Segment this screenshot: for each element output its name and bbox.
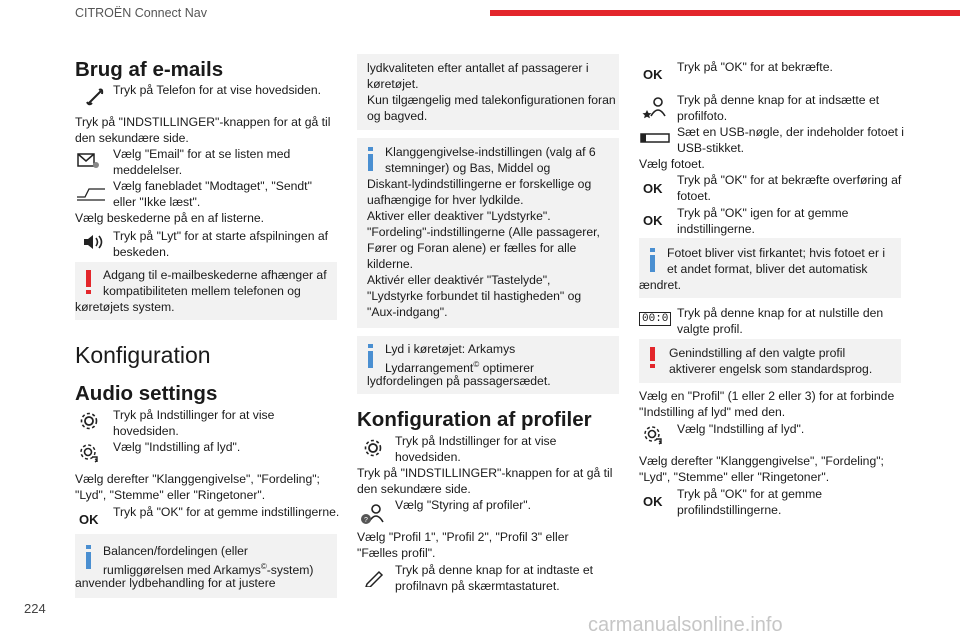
c3-after-line-3: Vælg derefter "Klanggengivelse", "Fordeling"; <box>639 454 884 468</box>
c3-after-line-6: profilindstillingerne. <box>677 503 782 517</box>
heading-audio: Audio settings <box>75 382 218 405</box>
prof-line-2: Tryk på "INDSTILLINGER"-knappen for at gå til <box>357 466 613 480</box>
box1-line-2: Kun tilgængelig med talekonfigurationen foran <box>367 93 616 107</box>
c3-line-3: Sæt en USB-nøgle, der indeholder fotoet i <box>677 125 904 139</box>
info-dot <box>86 545 91 549</box>
c3-after-line-2: Vælg "Indstilling af lyd". <box>677 422 805 436</box>
c3-line-4: USB-stikket. <box>677 141 745 155</box>
prof-line-3: den sekundære side. <box>357 482 471 496</box>
watermark: carmanualsonline.info <box>588 614 783 636</box>
box2-line-2: Diskant-lydindstillingerne er forskellige og <box>367 177 592 191</box>
c3-reset-line-1: valgte profil. <box>677 322 743 336</box>
box1-line-0: lydkvaliteten efter antallet af passagerer i <box>367 61 589 75</box>
prof-line-1: hovedsiden. <box>395 450 461 464</box>
email-line-4: meddelelser. <box>113 163 183 177</box>
pencil-icon <box>363 567 389 587</box>
c3-line-0: Tryk på "OK" for at bekræfte. <box>677 60 833 74</box>
c3-warn-line-1: aktiverer engelsk som standardsprog. <box>669 362 873 376</box>
audio-line-1: hovedsiden. <box>113 424 179 438</box>
sound-settings-icon <box>641 425 667 445</box>
c3-line-1: Tryk på denne knap for at indsætte et <box>677 93 880 107</box>
phone-handset-icon <box>83 87 109 107</box>
settings-gear-icon <box>77 411 103 431</box>
prof-line-7: Tryk på denne knap for at indtaste et <box>395 563 594 577</box>
heading-konfiguration: Konfiguration <box>75 342 211 368</box>
warning-dot <box>86 290 91 294</box>
warning-dot <box>650 364 655 368</box>
info-mark <box>86 552 91 569</box>
email-line-0: Tryk på Telefon for at vise hovedsiden. <box>113 83 321 97</box>
email-line-9: beskeden. <box>113 245 170 259</box>
warning-mark <box>86 270 91 287</box>
email-line-2: den sekundære side. <box>75 131 189 145</box>
box2-line-4: Aktiver eller deaktiver "Lydstyrke". <box>367 209 551 223</box>
running-header: CITROËN Connect Nav <box>75 6 207 20</box>
box1-line-1: køretøjet. <box>367 77 419 91</box>
c3-line-6: Tryk på "OK" for at bekræfte overføring af <box>677 173 902 187</box>
info1-line-1: rumliggørelsen med Arkamys©-system) <box>103 562 314 578</box>
c3-after-line-1: "Indstilling af lyd" med den. <box>639 405 786 419</box>
warning-mark <box>650 347 655 361</box>
prof-line-0: Tryk på Indstillinger for at vise <box>395 434 557 448</box>
info-dot <box>368 147 373 151</box>
prof-line-5: Vælg "Profil 1", "Profil 2", "Profil 3" eller <box>357 530 569 544</box>
prof-line-8: profilnavn på skærmtastaturet. <box>395 579 560 593</box>
box2-line-5: "Fordeling"-indstillingerne (Alle passagerer, <box>367 225 600 239</box>
profile-manage-icon <box>359 502 389 526</box>
reset-icon: 00:0 <box>639 312 671 326</box>
c3-line-8: Tryk på "OK" igen for at gemme <box>677 206 849 220</box>
warn1-line-0: Adgang til e-mailbeskederne afhænger af <box>103 268 327 282</box>
box2-line-9: "Lydstyrke forbundet til hastigheden" og <box>367 289 582 303</box>
profile-photo-icon <box>641 95 671 121</box>
email-line-5: Vælg fanebladet "Modtaget", "Sendt" <box>113 179 312 193</box>
email-line-8: Tryk på "Lyt" for at starte afspilningen af <box>113 229 329 243</box>
speaker-icon <box>81 232 107 252</box>
info-dot <box>368 344 373 348</box>
c3-line-9: indstillingerne. <box>677 222 755 236</box>
ok-icon: OK <box>643 494 663 509</box>
warn1-line-2: køretøjets system. <box>75 300 175 314</box>
c3-line-2: profilfoto. <box>677 109 728 123</box>
email-envelope-icon <box>75 150 101 170</box>
info-mark <box>368 351 373 368</box>
c3-info-line-1: et andet format, bliver det automatisk <box>667 262 868 276</box>
box1-line-3: og bagved. <box>367 109 428 123</box>
box3-line-0: Lyd i køretøjet: Arkamys <box>385 342 516 356</box>
c3-reset-line-0: Tryk på denne knap for at nulstille den <box>677 306 884 320</box>
ok-icon: OK <box>79 512 99 527</box>
audio-line-2: Vælg "Indstilling af lyd". <box>113 440 241 454</box>
c3-line-7: fotoet. <box>677 189 711 203</box>
info1-line-0: Balancen/fordelingen (eller <box>103 544 248 558</box>
prof-line-4: Vælg "Styring af profiler". <box>395 498 531 512</box>
c3-info-line-2: ændret. <box>639 278 682 292</box>
heading-profiler: Konfiguration af profiler <box>357 408 592 431</box>
box2-line-8: Aktivér eller deaktivér "Tastelyde", <box>367 273 551 287</box>
email-line-1: Tryk på "INDSTILLINGER"-knappen for at gå til <box>75 115 331 129</box>
box2-line-1: stemninger) og Bas, Middel og <box>385 161 551 175</box>
box2-line-7: kilderne. <box>367 257 414 271</box>
c3-after-line-0: Vælg en "Profil" (1 eller 2 eller 3) for at forbinde <box>639 389 895 403</box>
info-dot <box>650 248 655 252</box>
c3-after-line-4: "Lyd", "Stemme" eller "Ringetoner". <box>639 470 830 484</box>
c3-info-line-0: Fotoet bliver vist firkantet; hvis fotoet er i <box>667 246 886 260</box>
svg-text:?: ? <box>364 517 368 524</box>
box3-line-1: Lydarrangement© optimerer <box>385 360 535 376</box>
ok-icon: OK <box>643 181 663 196</box>
box2-line-0: Klanggengivelse-indstillingen (valg af 6 <box>385 145 596 159</box>
box2-line-6: Fører og Foran alene) er fælles for alle <box>367 241 577 255</box>
info-mark <box>368 154 373 171</box>
heading-email: Brug af e-mails <box>75 58 224 81</box>
audio-line-5: Tryk på "OK" for at gemme indstillingerne. <box>113 505 340 519</box>
box2-line-3: uafhængige for hver lydkilde. <box>367 193 524 207</box>
warn1-line-1: kompatibiliteten mellem telefonen og <box>103 284 301 298</box>
audio-line-0: Tryk på Indstillinger for at vise <box>113 408 275 422</box>
box3-line-3: lydfordelingen på passagersædet. <box>367 374 551 388</box>
email-line-7: Vælg beskederne på en af listerne. <box>75 211 265 225</box>
c3-warn-line-0: Genindstilling af den valgte profil <box>669 346 846 360</box>
settings-gear-icon <box>361 438 387 458</box>
box2-line-10: "Aux-indgang". <box>367 305 448 319</box>
header-red-bar <box>490 10 960 16</box>
ok-icon: OK <box>643 67 663 82</box>
sound-settings-icon <box>77 443 103 463</box>
audio-line-4: "Lyd", "Stemme" eller "Ringetoner". <box>75 488 266 502</box>
email-line-3: Vælg "Email" for at se listen med <box>113 147 291 161</box>
c3-line-5: Vælg fotoet. <box>639 157 705 171</box>
page-number: 224 <box>24 601 46 616</box>
usb-key-icon <box>639 128 673 148</box>
prof-line-6: "Fælles profil". <box>357 546 436 560</box>
tab-icon <box>75 183 109 203</box>
info-mark <box>650 255 655 272</box>
ok-icon: OK <box>643 213 663 228</box>
c3-after-line-5: Tryk på "OK" for at gemme <box>677 487 823 501</box>
email-line-6: eller "Ikke læst". <box>113 195 201 209</box>
info1-line-3: anvender lydbehandling for at justere <box>75 576 276 590</box>
audio-line-3: Vælg derefter "Klanggengivelse", "Fordeling"; <box>75 472 320 486</box>
